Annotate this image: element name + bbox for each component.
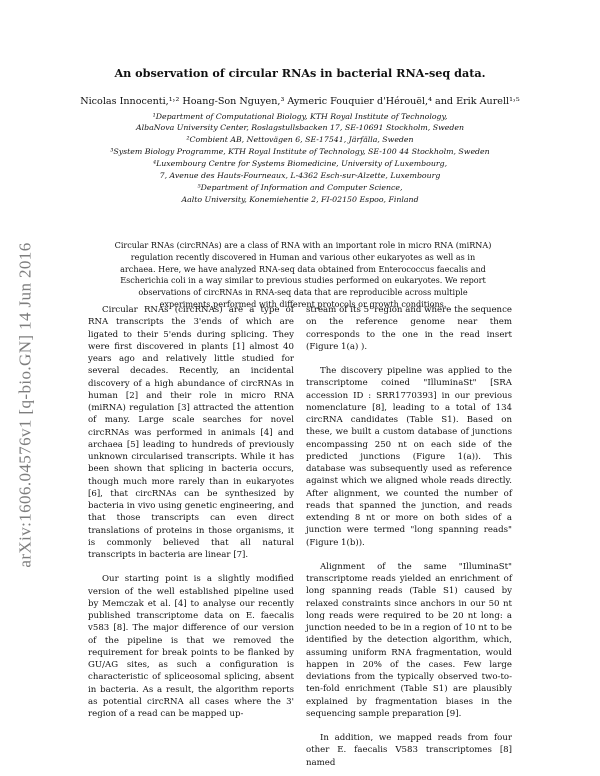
body-paragraph: The discovery pipeline was applied to the transcriptome coined "IlluminaSt" [SRA accession ID : SRR1770393] in our previous nomenclature [8], leading to a total of 134 circRNA candidates (Table S1). Based on these, we built a custom database of junctions encompassing 250 nt on each side of the predicted junctions (Figure 1(a)). This database was subsequently used as reference against which we aligned whole reads directly. After alignment, we counted the number of reads that spanned the junction, and reads extending 8 nt or more on both sides of a junction were termed "long spanning reads" (Figure 1(b)). bbox=[306, 366, 512, 548]
affiliation-line: ⁵Department of Information and Computer Science, bbox=[197, 183, 403, 192]
abstract: Circular RNAs (circRNAs) are a class of RNA with an important role in micro RNA (miRNA) regulation recently discovered in Human and various other eukaryotes as well as in archaea. Here, we have analyzed RNA-seq data obtained from Enterococcus faecalis and Escherichia coli in a way similar to previous studies performed on eukaryotes. We report observations of circRNAs in RNA-seq data that are reproducible across multiple experiments performed with different protocols or growth conditions. bbox=[114, 240, 492, 309]
body-paragraph: In addition, we mapped reads from four other E. faecalis V583 transcriptomes [8] named bbox=[306, 733, 512, 768]
body-paragraph: stream of its 5' region and where the sequence on the reference genome near them corresponds to the one in the read insert (Figure 1(a) ). bbox=[306, 305, 512, 352]
affiliation-line: ⁴Luxembourg Centre for Systems Biomedicine, University of Luxembourg, bbox=[152, 159, 448, 168]
affiliation-line: ²Combient AB, Nettovägen 6, SE-17541, Järfälla, Sweden bbox=[186, 135, 414, 144]
left-column bbox=[88, 304, 294, 720]
body-paragraph: Alignment of the same "IlluminaSt" transcriptome reads yielded an enrichment of long spanning reads (Table S1) caused by relaxed constraints since anchors in our 50 nt long reads were required to be 20 nt long: a junction needed to be in a region of 10 nt to be identified by the detection algorithm, which, assuming uniform RNA fragmentation, would happen in 20% of the cases. Few large deviations from the typically observed two-to-ten-fold enrichment (Table S1) are plausibly explained by fragmentation biases in the sequencing sample preparation [9]. bbox=[306, 561, 512, 719]
affiliation-line: ³System Biology Programme, KTH Royal Institute of Technology, SE-100 44 Stockholm, Sweden bbox=[110, 147, 490, 156]
affiliation-line: AlbaNova University Center, Roslagstullsbacken 17, SE-10691 Stockholm, Sweden bbox=[135, 123, 465, 132]
arxiv-identifier-text: arXiv:1606.04576v1 [q-bio.GN] 14 Jun 2016 bbox=[16, 242, 35, 568]
body-paragraph: Circular RNAs (circRNAs) are a type of RNA transcripts the 3'ends of which are ligated to their 5'ends during splicing. They were first discovered in plants [1] almost 40 years ago and relatively little studied for several decades. Recently, an incidental discovery of a high abundance of circRNAs in human [2] and their role in micro RNA (miRNA) regulation [3] attracted the attention of many. Large scale searches for novel circRNAs was performed in animals [4] and archaea [5] leading to hundreds of previously unknown circularised transcripts. While it has been shown that splicing in bacteria occurs, though much more rarely than in eukaryotes [6], that circRNAs can be synthesized by bacteria in vivo using genetic engineering, and that those transcripts can even direct translations of proteins in those organisms, it is commonly believed that all natural transcripts in bacteria are linear [7]. bbox=[88, 305, 294, 560]
body-paragraph: Our starting point is a slightly modified version of the well established pipeline used by Memczak et al. [4] to analyse our recently published transcriptome data on E. faecalis v583 [8]. The major difference of our version of the pipeline is that we removed the requirement for break points to be flanked by GU/AG sites, as such a configuration is characteristic of spliceosomal splicing, absent in bacteria. As a result, the algorithm reports as potential circRNA all cases where the 3' region of a read can be mapped up- bbox=[88, 574, 294, 719]
affiliation-line: Aalto University, Konemiehentie 2, FI-02150 Espoo, Finland bbox=[181, 195, 419, 204]
affiliation-line: ¹Department of Computational Biology, KTH Royal Institute of Technology, bbox=[152, 112, 448, 121]
paper-title: An observation of circular RNAs in bacterial RNA-seq data. bbox=[114, 66, 486, 80]
affiliation-line: 7, Avenue des Hauts-Fourneaux, L-4362 Esch-sur-Alzette, Luxembourg bbox=[159, 171, 441, 180]
arxiv-identifier bbox=[6, 210, 46, 600]
right-column bbox=[306, 304, 512, 769]
author-list: Nicolas Innocenti,¹˒² Hoang-Son Nguyen,³ Aymeric Fouquier d'Hérouël,⁴ and Erik Aurell¹˒⁵ bbox=[80, 96, 520, 107]
